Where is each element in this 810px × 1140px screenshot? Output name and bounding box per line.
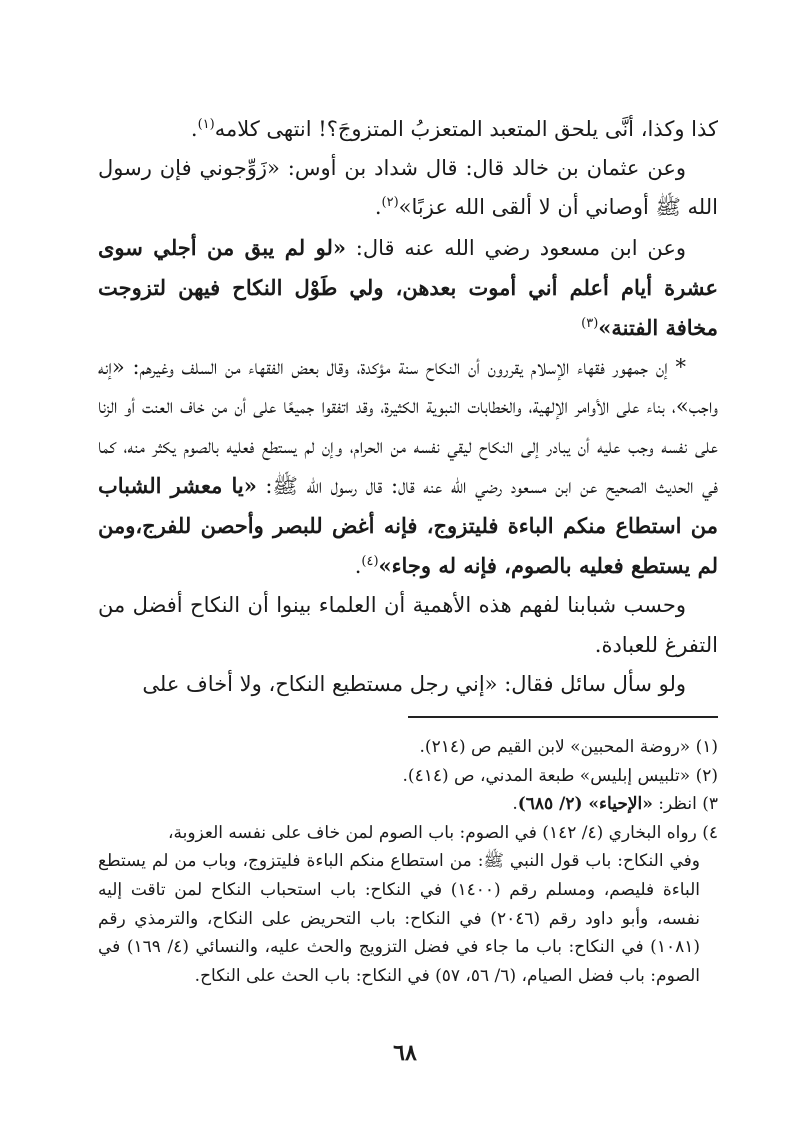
footnote-ref-4: (٤) <box>361 554 379 570</box>
paragraph-1 <box>98 110 718 149</box>
footnote-3-label: ٣) انظر: <box>652 794 718 815</box>
hadith-quote: «يا معشر الشباب من استطاع منكم الباءة فليتزوج، فإنه أغض للبصر وأحصن للفرج،ومن لم يستطع فعليه بالصوم، فإنه له وجاء» <box>98 472 718 579</box>
footnotes <box>98 733 718 990</box>
page-number: ٦٨ <box>393 1040 417 1066</box>
paragraph-5: وحسب شبابنا لفهم هذه الأهمية أن العلماء بينوا أن النكاح أفضل من التفرغ للعبادة. <box>98 593 718 657</box>
paragraph-3-intro: وعن ابن مسعود رضي الله عنه قال: <box>345 235 686 260</box>
footnote-2: (٢) «تلبيس إبليس» طبعة المدني، ص (٤١٤). <box>402 765 718 786</box>
paragraph-4-end: . <box>354 554 362 579</box>
footnote-4-line-1: ٤) رواه البخاري (٤/ ١٤٢) في الصوم: باب الصوم لمن خاف على نفسه العزوبة، <box>167 822 718 843</box>
paragraph-2-end: . <box>374 195 382 220</box>
footnote-3-title: «الإحياء» (٢/ ٦٨٥) <box>517 794 653 815</box>
paragraph-1-end: . <box>190 117 198 141</box>
footnote-3 <box>98 790 718 819</box>
paragraph-1-text: كذا وكذا، أنَّى يلحق المتعبد المتعزبُ المتزوجَ؟! انتهى كلامه <box>214 117 718 141</box>
footnote-ref-3: (٣) <box>581 316 599 332</box>
main-text <box>98 110 718 704</box>
paragraph-2-text: وعن عثمان بن خالد قال: قال شداد بن أوس: «زَوِّجوني فإن رسول الله ﷺ أوصاني أن لا ألقى الله عزبًا» <box>98 156 718 220</box>
paragraph-6: ولو سأل سائل فقال: «إني رجل مستطيع النكاح، ولا أخاف على <box>142 671 686 696</box>
footnote-ref-1: (١) <box>197 117 215 132</box>
footnote-1: (١) «روضة المحبين» لابن القيم ص (٢١٤). <box>419 737 718 757</box>
paragraph-4 <box>98 348 718 586</box>
paragraph-3 <box>98 228 718 349</box>
footnote-divider <box>408 716 718 718</box>
paragraph-2 <box>98 149 718 227</box>
footnote-3-end: . <box>512 794 518 815</box>
footnote-ref-2: (٢) <box>381 195 399 211</box>
footnote-4-continuation: وفي النكاح: باب قول النبي ﷺ: من استطاع منكم الباءة فليتزوج، وباب من لم يستطع الباءة فليصم، ومسلم رقم (١٤٠٠) في النكاح: باب استحباب النكاح لمن تاقت إليه نفسه، وأبو داود رقم (٢٠٤٦) في النكاح: باب التحريض على النكاح، والترمذي رقم (١٠٨١) في النكاح: باب ما جاء في فضل التزويج والحث عليه، والنسائي (٤/ ١٦٩) في الصوم: باب فضل الصيام، (٦/ ٥٦، ٥٧) في النكاح: باب الحث على النكاح. <box>98 851 701 986</box>
ibn-masud-quote: «لو لم يبق من أجلي سوى عشرة أيام أعلم أني أموت بعدهن، ولي طَوْل النكاح فيهن لتزوجت مخافة الفتنة» <box>98 234 718 341</box>
paragraph-4-text: * إن جمهور فقهاء الإسلام يقررون أن النكاح سنة مؤكدة، وقال بعض الفقهاء من السلف وغيرهم: «إنه واجب»، بناء على الأوامر الإلهية، والخطابات النبوية الكثيرة، وقد اتفقوا جميعًا على أن من خاف العنت أو الزنا على نفسه وجب عليه أن يبادر إلى النكاح ليقي نفسه من الحرام، وإن لم يستطع فعليه بالصوم يكثر منه، كما في الحديث الصحيح عن ابن مسعود رضي الله عنه قال: قال رسول الله ﷺ: <box>98 355 718 498</box>
